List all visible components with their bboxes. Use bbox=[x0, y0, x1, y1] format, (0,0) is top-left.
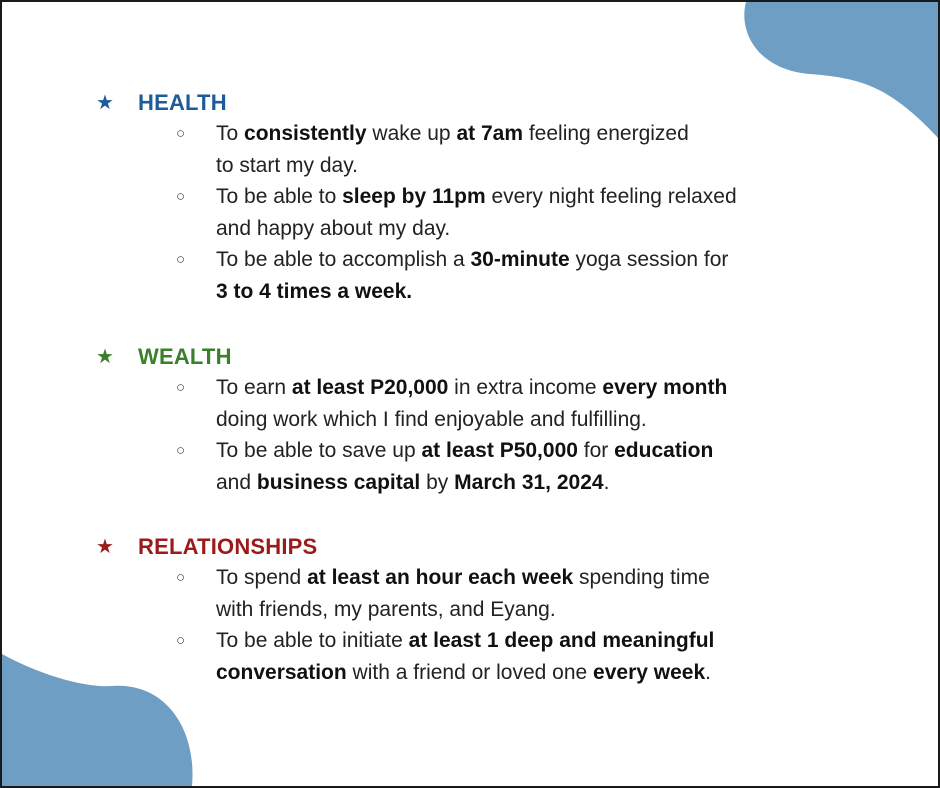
section-heading bbox=[96, 88, 856, 118]
circle-bullet-icon: ○ bbox=[176, 188, 186, 205]
circle-bullet-icon: ○ bbox=[176, 632, 186, 649]
goal-emphasis: at least P20,000 bbox=[291, 376, 449, 399]
goal-emphasis: every month bbox=[602, 376, 728, 399]
goal-emphasis: March 31, 2024 bbox=[454, 470, 604, 494]
section-relationships bbox=[96, 532, 856, 688]
star-icon: ★ bbox=[96, 346, 114, 368]
goal-text-line bbox=[216, 435, 856, 467]
goal-text: To be able to accomplish a bbox=[216, 248, 471, 271]
goal-text-line bbox=[216, 404, 856, 436]
section-wealth bbox=[96, 342, 856, 498]
goal-emphasis: education bbox=[614, 439, 714, 462]
section-heading bbox=[96, 342, 856, 372]
star-icon: ★ bbox=[96, 92, 114, 114]
goal-emphasis: 3 to 4 times a week. bbox=[216, 279, 413, 303]
goal-text: spending time bbox=[573, 566, 710, 589]
goal-text-line bbox=[216, 594, 856, 626]
circle-bullet-icon: ○ bbox=[176, 569, 186, 586]
goal-text: to start my day. bbox=[216, 153, 358, 177]
goal-item bbox=[96, 244, 856, 307]
goal-text: feeling energized bbox=[523, 122, 689, 145]
goal-item bbox=[96, 435, 856, 498]
goal-text: and happy about my day. bbox=[216, 216, 451, 240]
goal-text-line bbox=[216, 562, 856, 594]
goal-item bbox=[96, 118, 856, 181]
circle-bullet-icon: ○ bbox=[176, 251, 186, 268]
goal-text: and bbox=[216, 470, 257, 494]
goal-emphasis: at 7am bbox=[456, 122, 523, 145]
goal-list bbox=[96, 118, 856, 307]
goal-text-line bbox=[216, 118, 856, 150]
goal-text: with a friend or loved one bbox=[346, 660, 594, 684]
goal-emphasis: 30-minute bbox=[470, 248, 570, 271]
goal-text-line bbox=[216, 181, 856, 213]
goal-list bbox=[96, 372, 856, 498]
goal-text: yoga session for bbox=[569, 248, 729, 271]
circle-bullet-icon: ○ bbox=[176, 379, 186, 396]
goal-text: To earn bbox=[216, 376, 292, 399]
goal-text-line bbox=[216, 213, 856, 245]
goal-text: doing work which I find enjoyable and fulfilling. bbox=[216, 407, 647, 431]
goal-item bbox=[96, 181, 856, 244]
section-health bbox=[96, 88, 856, 307]
goal-text: wake up bbox=[366, 122, 457, 145]
goal-text: . bbox=[705, 660, 711, 684]
goal-emphasis: at least 1 deep and meaningful bbox=[408, 629, 715, 652]
goal-text-line bbox=[216, 657, 856, 689]
goal-emphasis: conversation bbox=[216, 660, 347, 684]
goal-emphasis: consistently bbox=[244, 122, 367, 145]
goal-text-line bbox=[216, 150, 856, 182]
goal-list bbox=[96, 562, 856, 688]
goal-text-line bbox=[216, 372, 856, 404]
section-title: RELATIONSHIPS bbox=[138, 534, 318, 559]
section-title: WEALTH bbox=[138, 344, 232, 369]
goal-text: . bbox=[603, 470, 610, 494]
circle-bullet-icon: ○ bbox=[176, 442, 186, 459]
goal-emphasis: at least an hour each week bbox=[307, 566, 574, 589]
goal-text-line bbox=[216, 625, 856, 657]
goal-text: To be able to initiate bbox=[216, 629, 409, 652]
goal-text: To be able to bbox=[216, 185, 343, 208]
goal-emphasis: business capital bbox=[256, 470, 421, 494]
goal-item bbox=[96, 372, 856, 435]
goal-text: for bbox=[577, 439, 615, 462]
goal-text: with friends, my parents, and Eyang. bbox=[216, 597, 556, 621]
goal-text-line bbox=[216, 467, 856, 499]
goal-item bbox=[96, 562, 856, 625]
goal-text: To bbox=[216, 122, 245, 145]
goal-text-line bbox=[216, 244, 856, 276]
goal-emphasis: sleep by 11pm bbox=[342, 185, 486, 208]
section-heading bbox=[96, 532, 856, 562]
goal-text: To spend bbox=[216, 566, 308, 589]
circle-bullet-icon: ○ bbox=[176, 125, 186, 142]
goal-text: in extra income bbox=[448, 376, 603, 399]
section-title: HEALTH bbox=[138, 90, 227, 115]
goal-text: by bbox=[420, 470, 455, 494]
goal-text-line bbox=[216, 276, 856, 308]
goal-item bbox=[96, 625, 856, 688]
goal-text: To be able to save up bbox=[216, 439, 422, 462]
star-icon: ★ bbox=[96, 536, 114, 558]
goal-text: every night feeling relaxed bbox=[485, 185, 737, 208]
goal-emphasis: every week bbox=[593, 660, 706, 684]
goal-emphasis: at least P50,000 bbox=[421, 439, 578, 462]
